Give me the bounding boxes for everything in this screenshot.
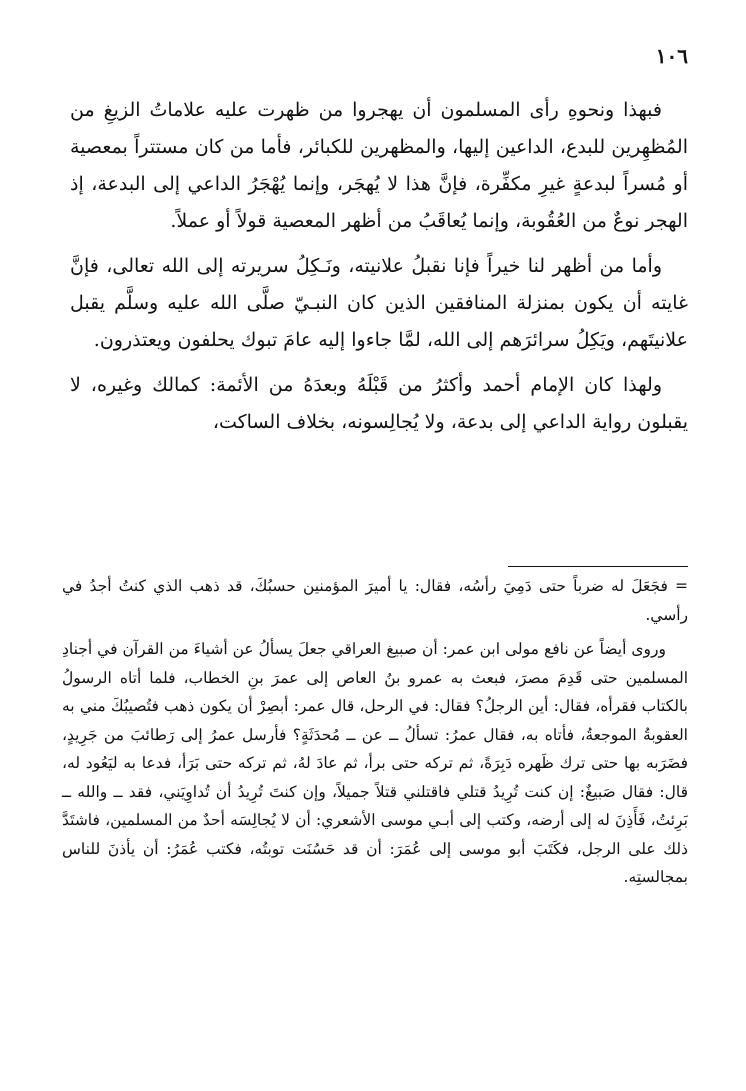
- footnote-continuation: = فجَعَلَ له ضرباً حتى دَمِيَ رأسُه، فقال: يا أميرَ المؤمنين حسبُكَ، قد ذهب الذي كنتُ أجدُ في رأسي.: [62, 577, 688, 624]
- main-text: [70, 92, 688, 449]
- body-paragraph: فبهذا ونحوهِ رأى المسلمون أن يهجروا من ظهرت عليه علاماتُ الزيغِ من المُظهِرين للبدع، الداعين إليها، والمظهرين للكبائر، فأما من كان مستتراً بمعصية أو مُسراً لبدعةٍ غيرِ مكفِّرة، فإنَّ هذا لا يُهجَر، وإنما يُهْجَرُ الداعي إلى البدعة، إذ الهجر نوعٌ من العُقُوبة، وإنما يُعاقَبُ من أظهر المعصية قولاً أو عملاً.: [70, 99, 688, 232]
- footnote-paragraph: وروى أيضاً عن نافع مولى ابن عمر: أن صبيغ العراقي جعلَ يسألُ عن أشياءَ من القرآن في أجنادِ المسلمين حتى قَدِمَ مصرَ، فبعث به عمرو بنُ العاص إلى عمرَ بنِ الخطاب، فلما أتاه الرسولُ بالكتاب فقرأه، فقال: أين الرجلُ؟ فقال: في الرحل، قال عمر: أبصِرْ أن يكون ذهب فتُصيبُكَ مني به العقوبةُ الموجعةُ، فأتاه به، فقال عمرُ: تسألُ ــ عن ــ مُحدَثَةٍ؟ فأرسل عمرُ إلى رَطائبَ من جَرِيدٍ، فضَرَبه بها حتى ترك ظَهره دَبِرَةً، ثم تركه حتى برأ، ثم عادَ لهُ، ثم تركه حتى بَرَأ، فدعا به ليَعُود له، قال: فقال صَبيغٌ: إن كنت تُرِيدُ قتلي فاقتلني قتلاً جميلاً، وإن كنتَ تُرِيدُ أن تُداوِيَني، فقد ــ والله ــ بَرِئتُ، فَأَذِنَ له إلى أرضه، وكتب إلى أبـي موسى الأشعري: أن لا يُجالِسَه أحدٌ من المسلمين، فاشتَدَّ ذلك على الرجل، فكَتَبَ أبو موسى إلى عُمَرَ: أن قد حَسُنَت توبتُه، فكتب عُمَرُ: أن يأذنَ للناس بمجالستِه.: [62, 640, 688, 886]
- footnotes: [62, 572, 688, 898]
- footnote-separator: [508, 566, 688, 567]
- body-paragraph: وأما من أظهر لنا خيراً فإنا نقبلُ علانيته، ونَـكِلُ سريرته إلى الله تعالى، فإنَّ غايته أن يكون بمنزلة المنافقين الذين كان النبـيّ صلَّى الله عليه وسلَّم يقبل علانيتَهم، ويَكِلُ سرائرَهم إلى الله، لمَّا جاءوا إليه عامَ تبوك يحلفون ويعتذرون.: [70, 255, 688, 351]
- body-paragraph: ولهذا كان الإمام أحمد وأكثرُ من قَبْلَهُ وبعدَهُ من الأئمة: كمالك وغيره، لا يقبلون رواية الداعي إلى بدعة، ولا يُجالِسونه، بخلاف الساكت،: [70, 374, 688, 433]
- page-number: ١٠٦: [655, 44, 688, 68]
